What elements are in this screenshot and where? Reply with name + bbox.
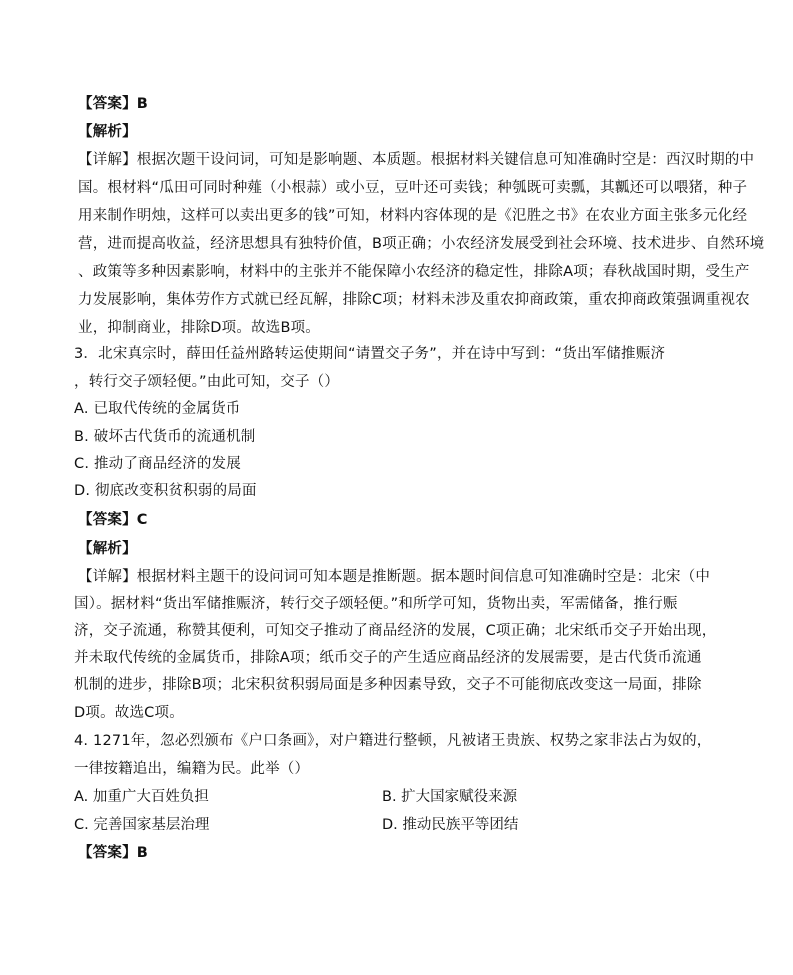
q2-detail-line: 业，抑制商业，排除D项。故选B项。 bbox=[78, 320, 321, 336]
q3-stem-line: ，转行交子颂轻便。”由此可知，交子（） bbox=[74, 374, 340, 390]
q4-stem-line: 4. 1271年，忽必烈颁布《户口条画》，对户籍进行整顿，凡被诸王贵族、权势之家非法占为奴的， bbox=[74, 733, 712, 749]
q3-analysis-label: 【解析】 bbox=[78, 541, 137, 557]
q2-answer-label: 【答案】B bbox=[78, 96, 149, 112]
q4-option-a: A. 加重广大百姓负担 bbox=[74, 789, 209, 805]
q2-detail-line: 【详解】根据次题干设问词，可知是影响题、本质题。根据材料关键信息可知准确时空是：西汉时期的中 bbox=[78, 152, 755, 168]
q3-detail-line: 济，交子流通，称赞其便利，可知交子推动了商品经济的发展，C项正确；北宋纸币交子开始出现， bbox=[74, 623, 717, 639]
q4-option-b: B. 扩大国家赋役来源 bbox=[382, 789, 518, 805]
q4-option-c: C. 完善国家基层治理 bbox=[74, 817, 210, 833]
q3-detail-line: 国）。据材料“货出军储推赈济，转行交子颂轻便。”和所学可知，货物出卖，军需储备，推行赈 bbox=[74, 596, 678, 612]
q2-analysis-label: 【解析】 bbox=[78, 124, 137, 140]
q4-stem-line: 一律按籍追出，编籍为民。此举（） bbox=[74, 761, 310, 777]
q2-detail-line: 、政策等多种因素影响，材料中的主张并不能保障小农经济的稳定性，排除A项；春秋战国时期，受生产 bbox=[78, 264, 750, 280]
q3-option-a: A. 已取代传统的金属货币 bbox=[74, 401, 241, 417]
q3-detail-line: D项。故选C项。 bbox=[74, 705, 184, 721]
q3-stem-line: 3．北宋真宗时，薛田任益州路转运使期间“请置交子务”，并在诗中写到：“货出军储推赈济 bbox=[74, 346, 666, 362]
q3-option-b: B. 破坏古代货币的流通机制 bbox=[74, 429, 256, 445]
q3-option-c: C. 推动了商品经济的发展 bbox=[74, 456, 241, 472]
q2-detail-line: 国。根材料“瓜田可同时种薤（小根蒜）或小豆，豆叶还可卖钱；种瓠既可卖瓢，其瓤还可以喂猪，种子 bbox=[78, 180, 748, 196]
q4-option-d: D. 推动民族平等团结 bbox=[382, 817, 519, 833]
q3-detail-line: 并未取代传统的金属货币，排除A项；纸币交子的产生适应商品经济的发展需要，是古代货币流通 bbox=[74, 650, 702, 666]
q2-detail-line: 用来制作明烛，这样可以卖出更多的钱”可知，材料内容体现的是《氾胜之书》在农业方面主张多元化经 bbox=[78, 208, 748, 224]
q3-option-d: D. 彻底改变积贫积弱的局面 bbox=[74, 483, 257, 499]
q3-detail-line: 机制的进步，排除B项；北宋积贫积弱局面是多种因素导致，交子不可能彻底改变这一局面，排除 bbox=[74, 677, 702, 693]
q3-answer-label: 【答案】C bbox=[78, 512, 148, 528]
q2-detail-line: 力发展影响，集体劳作方式就已经瓦解，排除C项；材料未涉及重农抑商政策，重农抑商政策强调重视农 bbox=[78, 292, 750, 308]
q2-detail-line: 营，进而提高收益，经济思想具有独特价值，B项正确；小农经济发展受到社会环境、技术进步、自然环境 bbox=[78, 236, 765, 252]
q3-detail-line: 【详解】根据材料主题干的设问词可知本题是推断题。据本题时间信息可知准确时空是：北宋（中 bbox=[78, 569, 711, 585]
q4-answer-label: 【答案】B bbox=[78, 845, 149, 861]
